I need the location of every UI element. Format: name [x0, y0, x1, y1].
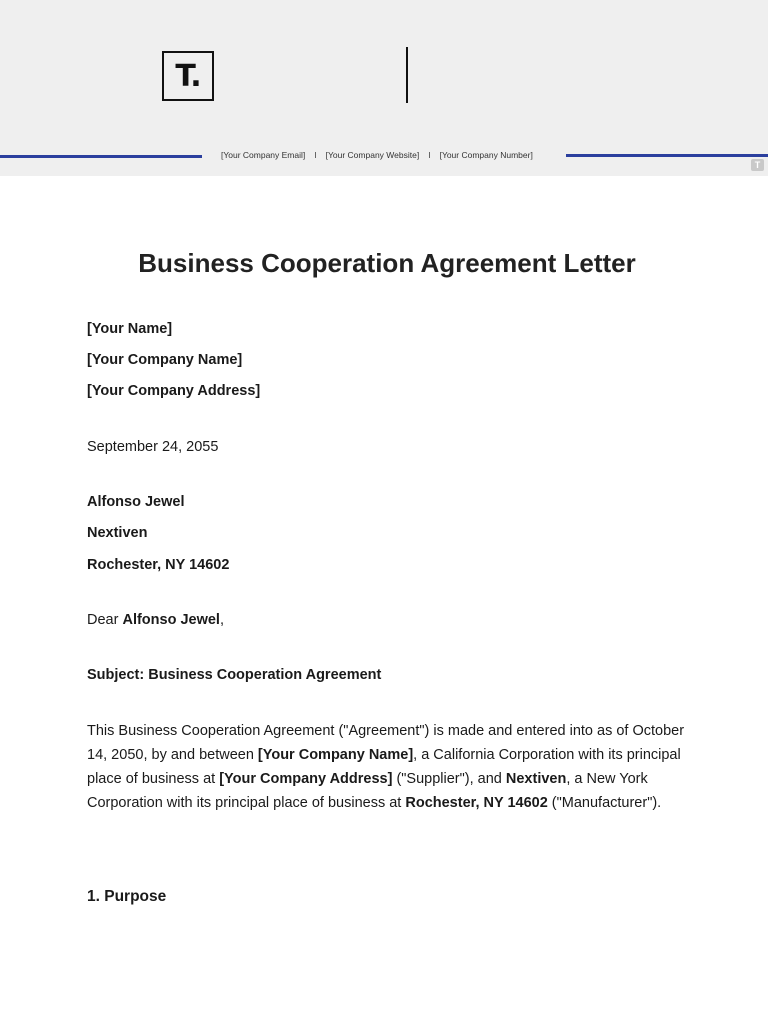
accent-rule-left: [0, 155, 202, 158]
body-text: ("Manufacturer").: [547, 795, 662, 811]
contact-separator: I: [314, 150, 317, 160]
sender-company: [Your Company Name]: [87, 352, 243, 368]
agreement-paragraph: [87, 719, 687, 815]
body-text: , a California Corporation with its principal place of business at: [87, 747, 681, 787]
recipient-name: Alfonso Jewel: [87, 494, 185, 510]
subject-line: Subject: Business Cooperation Agreement: [87, 667, 382, 683]
sender-name: [Your Name]: [87, 321, 173, 337]
body-bold-company: [Your Company Name]: [257, 747, 414, 763]
letterhead: [0, 0, 768, 176]
body-text: This Business Cooperation Agreement ("Agreement") is made and entered into as of October 14, 2050, by and between: [87, 723, 685, 763]
contact-bar: [0, 148, 768, 164]
salutation-prefix: Dear: [87, 612, 123, 628]
accent-rule-right: [566, 154, 768, 157]
salutation: [87, 611, 224, 629]
salutation-name: Alfonso Jewel: [122, 612, 220, 628]
body-bold-address: [Your Company Address]: [219, 771, 393, 787]
logo-divider: [406, 47, 408, 103]
company-email: [Your Company Email]: [221, 150, 306, 160]
recipient-company: Nextiven: [87, 525, 148, 541]
letter-date: September 24, 2055: [87, 439, 219, 455]
section-heading-purpose: 1. Purpose: [87, 888, 167, 905]
company-website: [Your Company Website]: [325, 150, 420, 160]
body-text: , a New York Corporation with its principal place of business at: [87, 771, 648, 811]
contact-info: [221, 150, 561, 160]
sender-address: [Your Company Address]: [87, 383, 261, 399]
company-logo: T.: [162, 51, 214, 101]
contact-separator: I: [428, 150, 431, 160]
salutation-suffix: ,: [219, 612, 224, 628]
document-title: Business Cooperation Agreement Letter: [138, 248, 636, 278]
body-text: ("Supplier"), and: [392, 771, 506, 787]
body-bold-recipient-company: Nextiven: [505, 771, 567, 787]
body-bold-recipient-address: Rochester, NY 14602: [405, 795, 548, 811]
template-badge-icon[interactable]: T: [751, 159, 764, 171]
company-number: [Your Company Number]: [439, 150, 533, 160]
recipient-address: Rochester, NY 14602: [87, 557, 230, 573]
